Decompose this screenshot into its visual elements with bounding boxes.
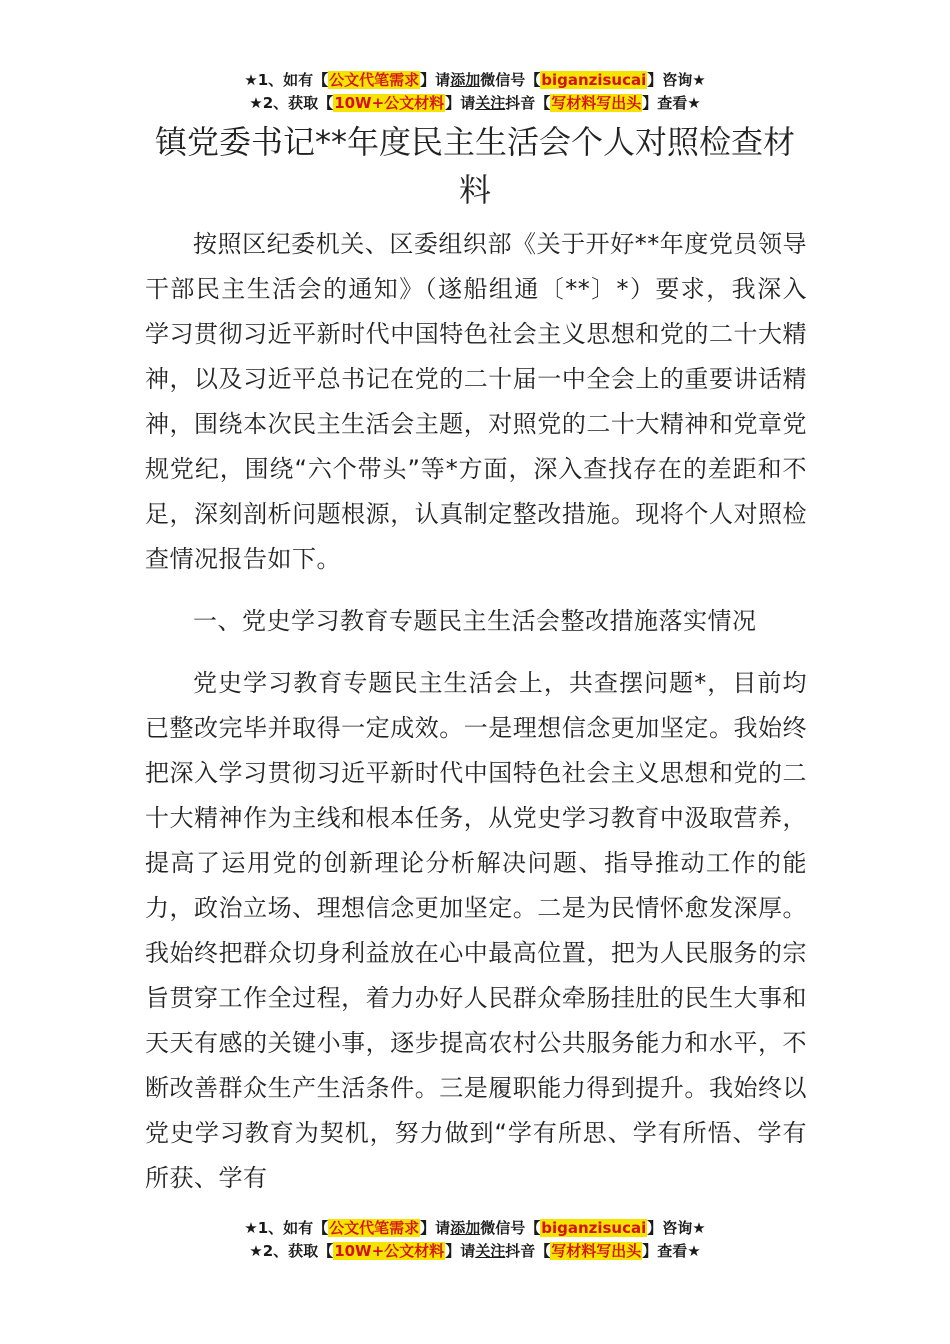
promo-text: ★1、如有【 (244, 71, 329, 89)
promo-text: 】咨询★ (647, 1219, 706, 1237)
promo-highlight: 10W+公文材料 (334, 94, 445, 112)
promo-underline: 关注 (475, 1242, 506, 1260)
promo-underline: 添加 (450, 1219, 481, 1237)
promo-text: 】查看★ (642, 1242, 701, 1260)
promo-line-1 (0, 69, 950, 92)
section-paragraph: 党史学习教育专题民主生活会上，共查摆问题*，目前均已整改完毕并取得一定成效。一是理想信念更加坚定。我始终把深入学习贯彻习近平新时代中国特色社会主义思想和党的二十大精神作为主线和根本任务，从党史学习教育中汲取营养，提高了运用党的创新理论分析解决问题、指导推动工作的能力，政治立场、理想信念更加坚定。二是为民情怀愈发深厚。我始终把群众切身利益放在心中最高位置，把为人民服务的宗旨贯穿工作全过程，着力办好人民群众牵肠挂肚的民生大事和天天有感的关键小事，逐步提高农村公共服务能力和水平，不断改善群众生产生活条件。三是履职能力得到提升。我始终以党史学习教育为契机，努力做到“学有所思、学有所悟、学有所获、学有 (145, 669, 807, 1192)
document-body (145, 222, 807, 1201)
promo-underline: 添加 (450, 71, 481, 89)
promo-text: 抖音【 (505, 1242, 551, 1260)
promo-highlight: 写材料写出头 (551, 94, 642, 112)
promo-line-1 (0, 1217, 950, 1240)
promo-text: ★1、如有【 (244, 1219, 329, 1237)
promo-text: 抖音【 (505, 94, 551, 112)
promo-banner-top (0, 69, 950, 115)
section-heading: 一、党史学习教育专题民主生活会整改措施落实情况 (193, 607, 757, 635)
intro-paragraph: 按照区纪委机关、区委组织部《关于开好**年度党员领导干部民主生活会的通知》（遂船组通〔**〕*）要求，我深入学习贯彻习近平新时代中国特色社会主义思想和党的二十大精神，以及习近平总书记在党的二十届一中全会上的重要讲话精神，围绕本次民主生活会主题，对照党的二十大精神和党章党规党纪，围绕“六个带头”等*方面，深入查找存在的差距和不足，深刻剖析问题根源，认真制定整改措施。现将个人对照检查情况报告如下。 (145, 230, 807, 573)
promo-highlight: 公文代笔需求 (329, 71, 420, 89)
promo-highlight: 10W+公文材料 (334, 1242, 445, 1260)
promo-banner-bottom (0, 1217, 950, 1263)
promo-highlight: biganzisucai (541, 1219, 647, 1237)
promo-line-2 (0, 1240, 950, 1263)
promo-line-2 (0, 92, 950, 115)
promo-text: 微信号【 (480, 71, 541, 89)
promo-highlight: 写材料写出头 (551, 1242, 642, 1260)
promo-text: 】请 (420, 1219, 451, 1237)
promo-text: 】请 (445, 1242, 476, 1260)
promo-text: 】查看★ (642, 94, 701, 112)
promo-text: 】咨询★ (647, 71, 706, 89)
promo-text: ★2、获取【 (249, 1242, 334, 1260)
promo-text: 微信号【 (480, 1219, 541, 1237)
promo-text: 】请 (445, 94, 476, 112)
promo-text: ★2、获取【 (249, 94, 334, 112)
promo-underline: 关注 (475, 94, 506, 112)
promo-highlight: 公文代笔需求 (329, 1219, 420, 1237)
promo-highlight: biganzisucai (541, 71, 647, 89)
document-title: 镇党委书记**年度民主生活会个人对照检查材料 (154, 123, 795, 209)
promo-text: 】请 (420, 71, 451, 89)
